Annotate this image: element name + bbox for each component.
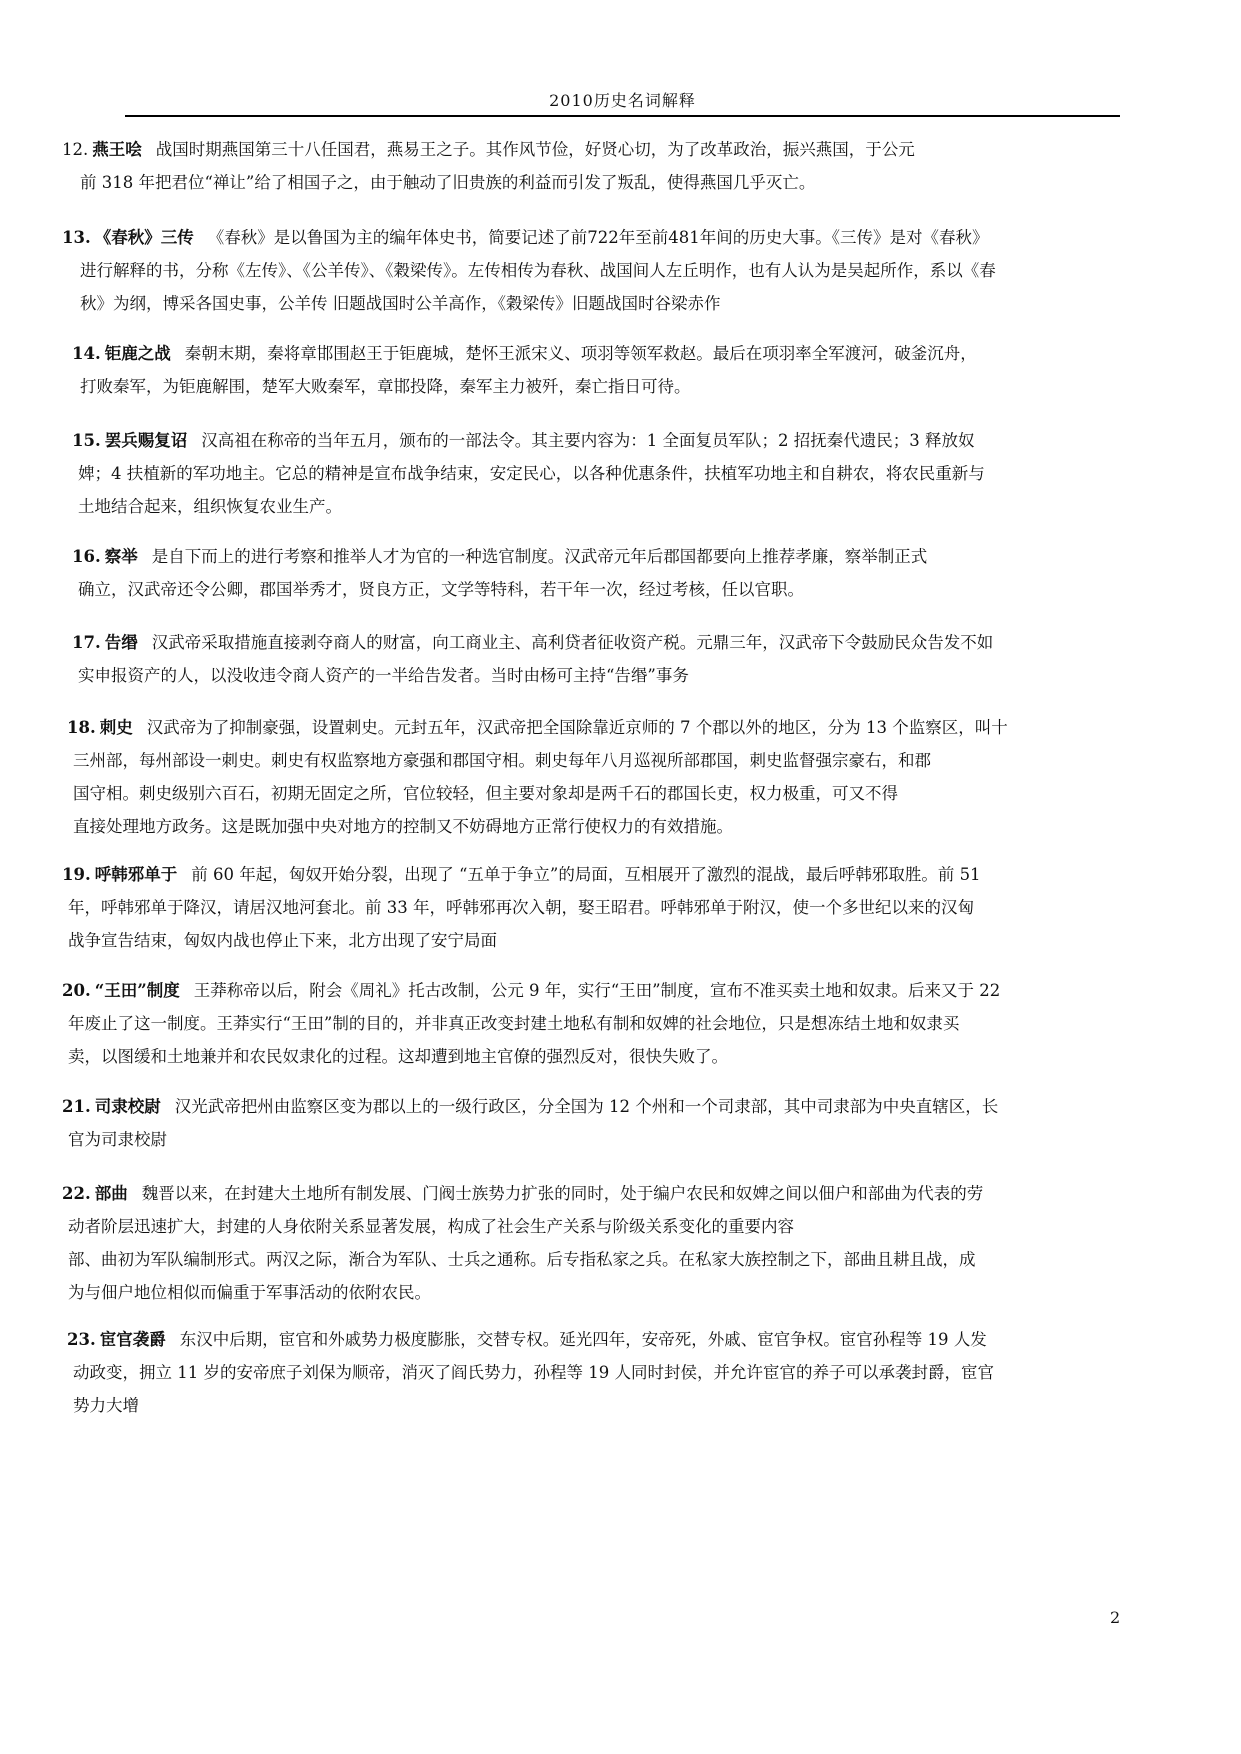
entry-number: 14. (72, 344, 101, 363)
entry-term: 司隶校尉 (94, 1097, 161, 1116)
glossary-entry (62, 133, 1122, 199)
entry-first-line (62, 858, 1122, 891)
entry-first-line (62, 1090, 1122, 1123)
entry-continuation-line: 实申报资产的人，以没收违令商人资产的一半给告发者。当时由杨可主持“告缗”事务 (78, 666, 689, 685)
glossary-entry (72, 424, 1132, 523)
entry-term: 部曲 (94, 1184, 128, 1203)
glossary-entry (62, 858, 1122, 957)
entry-term: 告缗 (104, 633, 138, 652)
entry-number: 13. (62, 228, 91, 247)
entry-term: 刺史 (99, 718, 133, 737)
entry-first-line (62, 1177, 1122, 1210)
entry-text: 汉武帝采取措施直接剥夺商人的财富，向工商业主、高利贷者征收资产税。元鼎三年，汉武帝下令鼓励民众告发不如 (151, 633, 994, 652)
entry-term: 燕王哙 (92, 140, 142, 159)
entry-number: 17. (72, 633, 101, 652)
glossary-entry (72, 626, 1132, 692)
entry-term: 罢兵赐复诏 (104, 431, 188, 450)
entry-text: 汉武帝为了抑制豪强，设置刺史。元封五年，汉武帝把全国除靠近京师的 7 个郡以外的地区，分为 13 个监察区，叫十 (146, 718, 1008, 737)
entry-text: 汉高祖在称帝的当年五月，颁布的一部法令。其主要内容为：1 全面复员军队；2 招抚秦代遗民；3 释放奴 (201, 431, 975, 450)
entry-continuation-line: 婢；4 扶植新的军功地主。它总的精神是宣布战争结束，安定民心，以各种优惠条件，扶植军功地主和自耕农，将农民重新与 (78, 464, 985, 483)
glossary-entry (62, 974, 1122, 1073)
page-number: 2 (1110, 1608, 1121, 1627)
entry-continuation-line: 年，呼韩邪单于降汉，请居汉地河套北。前 33 年，呼韩邪再次入朝，娶王昭君。呼韩邪单于附汉，使一个多世纪以来的汉匈 (68, 898, 974, 917)
entry-number: 23. (67, 1330, 96, 1349)
entry-term: “王田”制度 (94, 981, 180, 1000)
entry-first-line (72, 540, 1132, 573)
entry-term: 钜鹿之战 (104, 344, 171, 363)
entry-first-line (72, 337, 1132, 370)
entry-text: 《春秋》是以鲁国为主的编年体史书，简要记述了前722年至前481年间的历史大事。《三传》是对《春秋》 (207, 228, 989, 247)
entry-term: 呼韩邪单于 (94, 865, 178, 884)
entry-continuation-line: 卖，以图缓和土地兼并和农民奴隶化的过程。这却遭到地主官僚的强烈反对，很快失败了。 (68, 1047, 728, 1066)
header-divider (125, 115, 1120, 117)
entry-number: 18. (67, 718, 96, 737)
entry-first-line (72, 424, 1132, 457)
glossary-entry (67, 711, 1127, 843)
entry-first-line (72, 626, 1132, 659)
entry-continuation-line: 部、曲初为军队编制形式。两汉之际，渐合为军队、士兵之通称。后专指私家之兵。在私家大族控制之下，部曲且耕且战，成 (68, 1250, 976, 1269)
entry-number: 21. (62, 1097, 91, 1116)
glossary-entry (72, 540, 1132, 606)
entry-continuation-line: 动政变，拥立 11 岁的安帝庶子刘保为顺帝，消灭了阎氏势力，孙程等 19 人同时封侯，并允许宦官的养子可以承袭封爵，宦官 (73, 1363, 994, 1382)
entry-continuation-line: 势力大增 (73, 1396, 139, 1415)
entry-continuation-line: 三州部，每州部设一刺史。刺史有权监察地方豪强和郡国守相。刺史每年八月巡视所部郡国，刺史监督强宗豪右，和郡 (73, 751, 931, 770)
entry-number: 12. (62, 140, 89, 159)
entry-continuation-line: 秋》为纲，博采各国史事，公羊传 旧题战国时公羊高作，《穀梁传》旧题战国时谷梁赤作 (80, 294, 721, 313)
entry-continuation-line: 为与佃户地位相似而偏重于军事活动的依附农民。 (68, 1283, 431, 1302)
entry-continuation-line: 土地结合起来，组织恢复农业生产。 (78, 497, 342, 516)
entry-first-line (62, 974, 1122, 1007)
entry-text: 是自下而上的进行考察和推举人才为官的一种选官制度。汉武帝元年后郡国都要向上推荐孝廉，察举制正式 (151, 547, 928, 566)
page-header-title: 2010历史名词解释 (549, 91, 696, 110)
glossary-entry (72, 337, 1132, 403)
entry-number: 22. (62, 1184, 91, 1203)
entry-text: 王莽称帝以后，附会《周礼》托古改制，公元 9 年，实行“王田”制度，宣布不准买卖土地和奴隶。后来又于 22 (193, 981, 1001, 1000)
entry-text: 前 60 年起，匈奴开始分裂，出现了 “五单于争立”的局面，互相展开了激烈的混战，最后呼韩邪取胜。前 51 (191, 865, 981, 884)
entry-continuation-line: 确立，汉武帝还令公卿，郡国举秀才，贤良方正，文学等特科，若干年一次，经过考核，任以官职。 (78, 580, 804, 599)
entry-text: 汉光武帝把州由监察区变为郡以上的一级行政区，分全国为 12 个州和一个司隶部，其中司隶部为中央直辖区，长 (174, 1097, 999, 1116)
entry-first-line (62, 221, 1122, 254)
entry-first-line (62, 133, 1122, 166)
glossary-entry (62, 1090, 1122, 1156)
entry-text: 东汉中后期，宦官和外戚势力极度膨胀，交替专权。延光四年，安帝死，外戚、宦官争权。宦官孙程等 19 人发 (179, 1330, 987, 1349)
entry-number: 20. (62, 981, 91, 1000)
entry-term: 宦官袭爵 (99, 1330, 166, 1349)
entry-first-line (67, 1323, 1127, 1356)
glossary-entry (67, 1323, 1127, 1422)
entry-continuation-line: 年废止了这一制度。王莽实行“王田”制的目的，并非真正改变封建土地私有制和奴婢的社会地位，只是想冻结土地和奴隶买 (68, 1014, 960, 1033)
entry-text: 魏晋以来，在封建大土地所有制发展、门阀士族势力扩张的同时，处于编户农民和奴婢之间以佃户和部曲为代表的劳 (141, 1184, 984, 1203)
entry-number: 19. (62, 865, 91, 884)
entry-continuation-line: 官为司隶校尉 (68, 1130, 167, 1149)
entry-first-line (67, 711, 1127, 744)
entry-term: 《春秋》三传 (94, 228, 194, 247)
entry-text: 战国时期燕国第三十八任国君，燕易王之子。其作风节俭，好贤心切，为了改革政治，振兴燕国，于公元 (155, 140, 915, 159)
entry-continuation-line: 直接处理地方政务。这是既加强中央对地方的控制又不妨碍地方正常行使权力的有效措施。 (73, 817, 733, 836)
entry-continuation-line: 打败秦军，为钜鹿解围，楚军大败秦军，章邯投降，秦军主力被歼，秦亡指日可待。 (80, 377, 691, 396)
entry-continuation-line: 战争宣告结束，匈奴内战也停止下来，北方出现了安宁局面 (68, 931, 497, 950)
entry-term: 察举 (104, 547, 138, 566)
entry-continuation-line: 进行解释的书，分称《左传》、《公羊传》、《穀梁传》。左传相传为春秋、战国间人左丘明作，也有人认为是吴起所作，系以《春 (80, 261, 996, 280)
entry-number: 15. (72, 431, 101, 450)
entry-number: 16. (72, 547, 101, 566)
entry-continuation-line: 前 318 年把君位“禅让”给了相国子之，由于触动了旧贵族的利益而引发了叛乱，使得燕国几乎灭亡。 (80, 173, 816, 192)
glossary-entry (62, 221, 1122, 320)
glossary-entry (62, 1177, 1122, 1309)
entry-continuation-line: 动者阶层迅速扩大，封建的人身依附关系显著发展，构成了社会生产关系与阶级关系变化的重要内容 (68, 1217, 794, 1236)
entry-continuation-line: 国守相。刺史级别六百石，初期无固定之所，官位较轻，但主要对象却是两千石的郡国长吏，权力极重，可又不得 (73, 784, 898, 803)
entry-text: 秦朝末期，秦将章邯围赵王于钜鹿城，楚怀王派宋义、项羽等领军救赵。最后在项羽率全军渡河，破釜沉舟， (184, 344, 977, 363)
